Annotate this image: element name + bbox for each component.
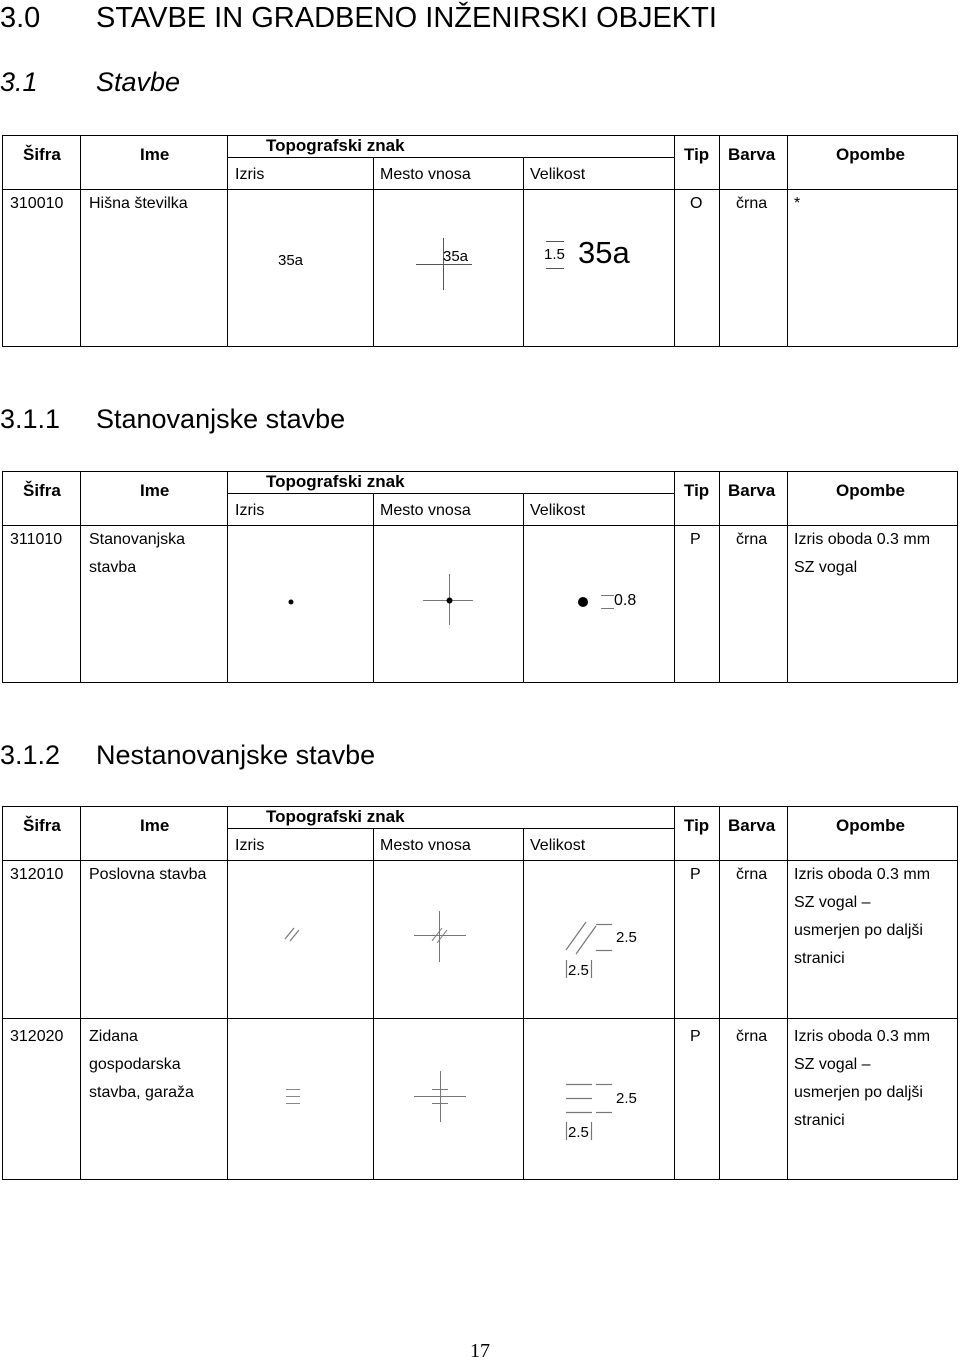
symbol-dim-vertical: 2.5 bbox=[568, 962, 589, 979]
header-barva: Barva bbox=[728, 481, 776, 500]
cell-tip: P bbox=[690, 866, 701, 883]
header-opombe: Opombe bbox=[836, 816, 905, 835]
symbol-dim-horizontal: 2.5 bbox=[616, 929, 637, 946]
symbol-dim-horizontal: 2.5 bbox=[616, 1090, 637, 1107]
cell-ime-line3: stavba, garaža bbox=[89, 1084, 194, 1101]
header-opombe: Opombe bbox=[836, 145, 905, 164]
symbol-size-sample: 35a bbox=[578, 235, 630, 270]
cell-sifra: 310010 bbox=[10, 195, 64, 212]
cell-tip: P bbox=[690, 531, 701, 548]
symbol-izris-lines bbox=[284, 1086, 302, 1106]
table-stavbe bbox=[2, 135, 958, 347]
table-nestanovanjske bbox=[2, 806, 958, 1180]
header-sifra: Šifra bbox=[23, 481, 61, 500]
cell-barva: črna bbox=[736, 866, 768, 883]
symbol-izris-house-number: 35a bbox=[278, 252, 304, 269]
table-stanovanjske bbox=[2, 471, 958, 683]
cell-opombe: * bbox=[794, 195, 801, 212]
header-topografski-znak: Topografski znak bbox=[266, 472, 405, 491]
header-ime: Ime bbox=[140, 816, 170, 835]
header-velikost: Velikost bbox=[530, 166, 586, 183]
cell-barva: črna bbox=[736, 195, 768, 212]
cell-tip: P bbox=[690, 1028, 701, 1045]
header-sifra: Šifra bbox=[23, 145, 61, 164]
symbol-mesto-hatch bbox=[412, 908, 468, 964]
symbol-izris-dot bbox=[287, 593, 295, 601]
header-ime: Ime bbox=[140, 145, 170, 164]
header-tip: Tip bbox=[684, 145, 710, 164]
cell-ime-line2: gospodarska bbox=[89, 1056, 181, 1073]
symbol-velikost-house-number bbox=[542, 235, 652, 275]
header-barva: Barva bbox=[728, 145, 776, 164]
cell-ime-line1: Stanovanjska bbox=[89, 531, 186, 548]
chapter-number: 3.0 bbox=[0, 2, 41, 34]
cell-opombe-line2: SZ vogal – bbox=[794, 1056, 871, 1073]
dot-size-icon bbox=[574, 591, 614, 615]
symbol-izris-hatch bbox=[282, 924, 302, 944]
header-izris: Izris bbox=[235, 166, 265, 183]
header-velikost: Velikost bbox=[530, 502, 586, 519]
symbol-velikost-lines bbox=[562, 1078, 652, 1144]
cell-sifra: 311010 bbox=[10, 531, 63, 548]
table-grid bbox=[2, 471, 958, 683]
subsection-number: 3.1.2 bbox=[0, 740, 61, 770]
symbol-velikost-hatch bbox=[562, 916, 652, 982]
cell-ime-line2: stavba bbox=[89, 559, 137, 576]
crosshair-hatch-icon bbox=[412, 908, 468, 964]
cell-opombe-line1: Izris oboda 0.3 mm bbox=[794, 866, 931, 883]
triple-line-icon bbox=[284, 1086, 302, 1106]
section-number: 3.1 bbox=[0, 67, 38, 97]
cell-sifra: 312020 bbox=[10, 1028, 64, 1045]
header-topografski-znak: Topografski znak bbox=[266, 136, 405, 155]
cell-barva: črna bbox=[736, 531, 768, 548]
cell-sifra: 312010 bbox=[10, 866, 64, 883]
symbol-dim-vertical: 2.5 bbox=[568, 1124, 589, 1141]
cell-ime: Hišna številka bbox=[89, 195, 188, 212]
hatch-icon bbox=[282, 924, 302, 944]
cell-ime-line1: Zidana bbox=[89, 1028, 138, 1045]
header-sifra: Šifra bbox=[23, 816, 61, 835]
crosshair-dot-icon bbox=[420, 571, 480, 627]
symbol-size-label: 0.8 bbox=[614, 592, 637, 609]
header-tip: Tip bbox=[684, 816, 710, 835]
page-number: 17 bbox=[470, 1340, 490, 1362]
symbol-mesto-lines bbox=[412, 1068, 468, 1124]
header-topografski-znak: Topografski znak bbox=[266, 807, 405, 826]
header-velikost: Velikost bbox=[530, 837, 586, 854]
cell-opombe-line1: Izris oboda 0.3 mm bbox=[794, 1028, 931, 1045]
header-barva: Barva bbox=[728, 816, 776, 835]
cell-opombe-line3: usmerjen po daljši bbox=[794, 922, 923, 939]
header-tip: Tip bbox=[684, 481, 710, 500]
subsection-title: Stanovanjske stavbe bbox=[96, 404, 346, 434]
header-mesto-vnosa: Mesto vnosa bbox=[380, 502, 471, 519]
dot-icon bbox=[287, 598, 295, 606]
header-izris: Izris bbox=[235, 502, 265, 519]
symbol-mesto-house-number bbox=[412, 235, 482, 291]
symbol-size-dimension: 1.5 bbox=[544, 246, 565, 263]
header-opombe: Opombe bbox=[836, 481, 905, 500]
cell-opombe-line2: SZ vogal – bbox=[794, 894, 871, 911]
cell-opombe-line4: stranici bbox=[794, 1112, 845, 1129]
subsection-number: 3.1.1 bbox=[0, 404, 61, 434]
header-mesto-vnosa: Mesto vnosa bbox=[380, 166, 471, 183]
subsection-title: Nestanovanjske stavbe bbox=[96, 740, 376, 770]
cell-opombe-line3: usmerjen po daljši bbox=[794, 1084, 923, 1101]
cell-barva: črna bbox=[736, 1028, 768, 1045]
header-ime: Ime bbox=[140, 481, 170, 500]
symbol-mesto-dot bbox=[420, 571, 480, 627]
header-izris: Izris bbox=[235, 837, 265, 854]
cell-ime: Poslovna stavba bbox=[89, 866, 207, 883]
cell-opombe-line4: stranici bbox=[794, 950, 845, 967]
crosshair-lines-icon bbox=[412, 1068, 468, 1124]
symbol-mesto-label: 35a bbox=[443, 248, 469, 265]
section-title: Stavbe bbox=[96, 67, 181, 97]
cell-opombe-line2: SZ vogal bbox=[794, 559, 858, 576]
cell-opombe-line1: Izris oboda 0.3 mm bbox=[794, 531, 931, 548]
chapter-title: STAVBE IN GRADBENO INŽENIRSKI OBJEKTI bbox=[96, 2, 717, 34]
cell-tip: O bbox=[690, 195, 703, 212]
symbol-velikost-dot bbox=[574, 591, 654, 615]
header-mesto-vnosa: Mesto vnosa bbox=[380, 837, 471, 854]
